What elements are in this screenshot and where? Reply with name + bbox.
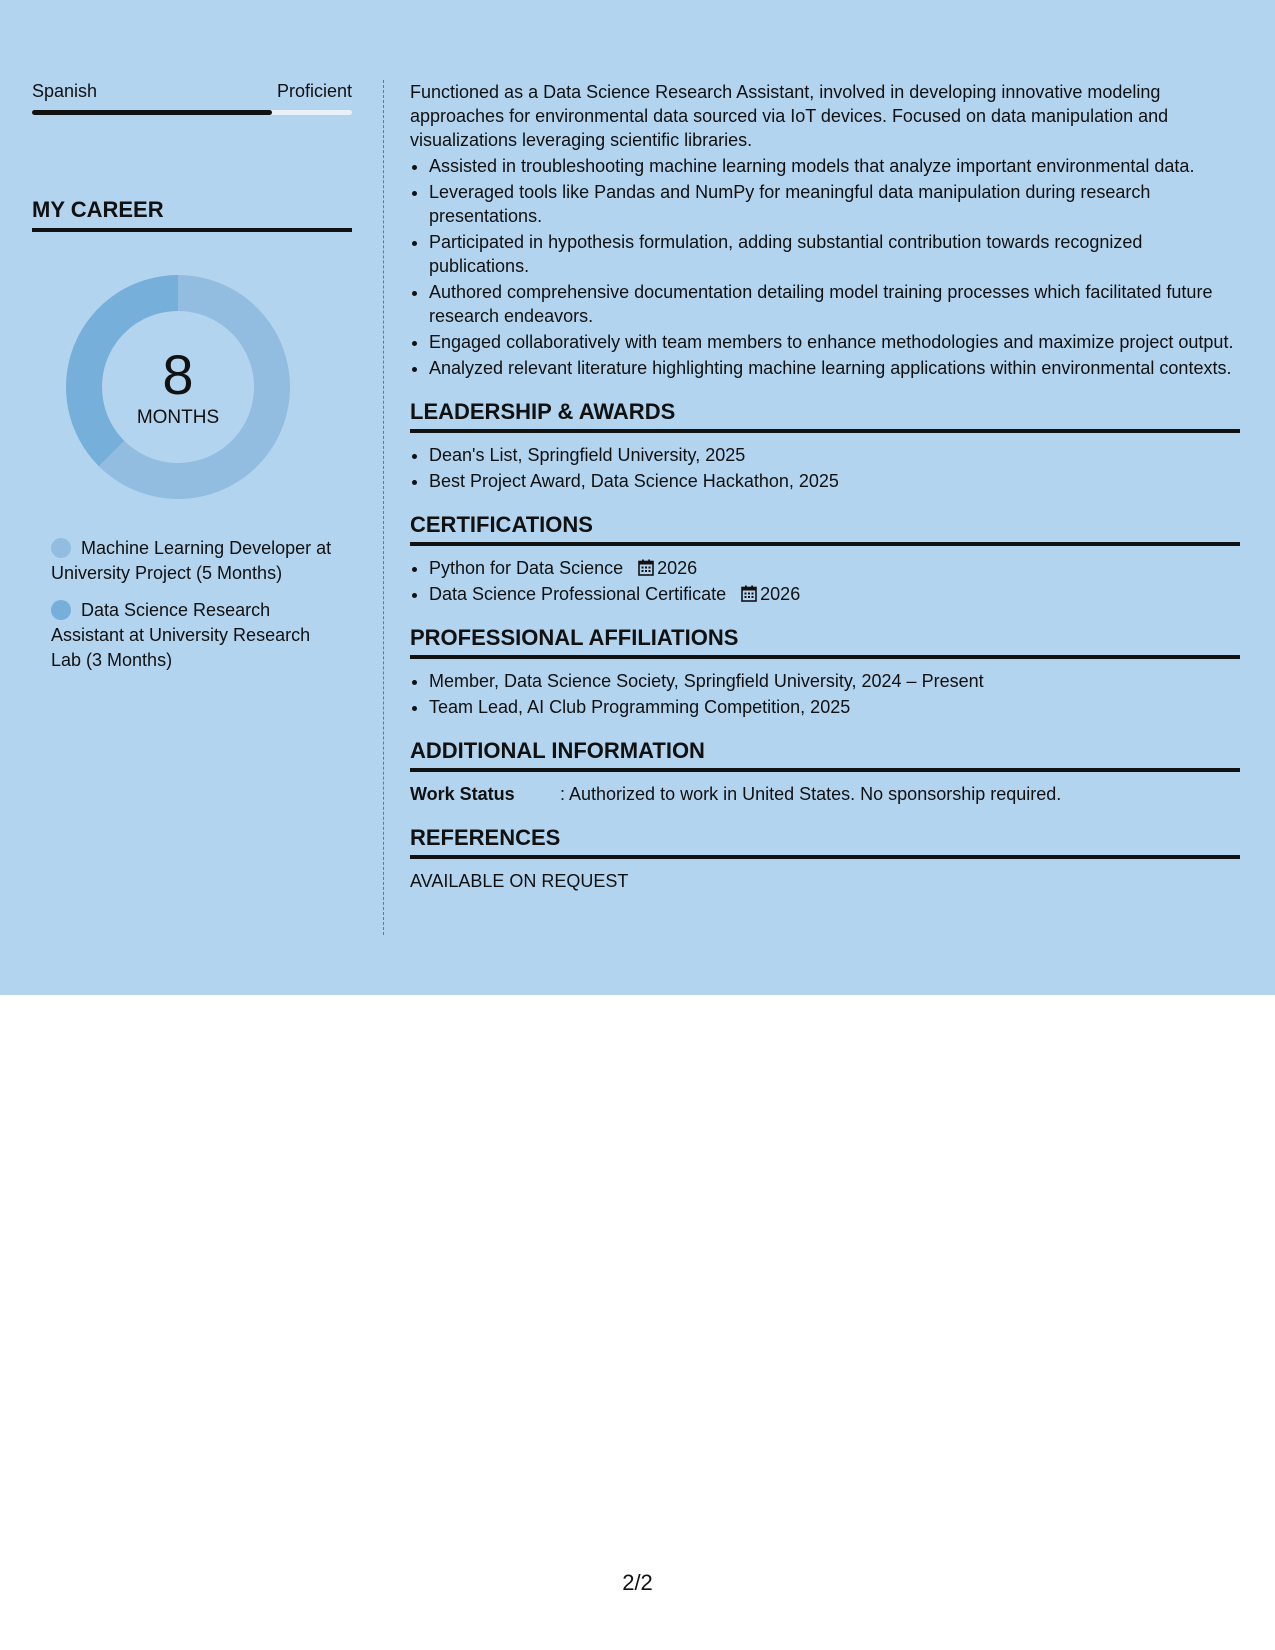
affiliation-item: • Member, Data Science Society, Springfield University, 2024 – Present xyxy=(429,669,1240,693)
career-legend-item xyxy=(51,598,341,673)
certification-year: 2026 xyxy=(657,558,698,578)
legend-dot xyxy=(51,538,71,558)
work-status-label: Work Status xyxy=(410,784,515,804)
experience-intro: Functioned as a Data Science Research Assistant, involved in developing innovative modeling approaches for environmental data sourced via IoT devices. Focused on data manipulation and visualizations leveraging scientific libraries. xyxy=(410,82,1169,150)
career-total-unit: MONTHS xyxy=(136,407,220,428)
affiliation-item: • Team Lead, AI Club Programming Competition, 2025 xyxy=(429,695,1240,719)
experience-bullet: • Participated in hypothesis formulation, adding substantial contribution towards recognized publications. xyxy=(429,230,1240,278)
certification-year: 2026 xyxy=(760,584,801,604)
language-proficiency-fill xyxy=(32,110,272,115)
certification-item xyxy=(429,556,1240,580)
right-column xyxy=(410,80,1240,893)
references-heading: REFERENCES xyxy=(410,824,1240,859)
column-divider xyxy=(383,80,384,935)
legend-dot xyxy=(51,600,71,620)
work-status-value: : Authorized to work in United States. No sponsorship required. xyxy=(560,784,1062,804)
language-name: Spanish xyxy=(32,81,98,101)
leadership-list xyxy=(410,443,1240,493)
experience-bullet: • Engaged collaboratively with team members to enhance methodologies and maximize project output. xyxy=(429,330,1240,354)
experience-bullet: • Leveraged tools like Pandas and NumPy for meaningful data manipulation during research presentations. xyxy=(429,180,1240,228)
certification-name: Data Science Professional Certificate xyxy=(429,584,727,604)
work-status-row xyxy=(410,782,1240,806)
career-donut-chart xyxy=(66,275,290,499)
additional-heading: ADDITIONAL INFORMATION xyxy=(410,737,1240,772)
career-heading: MY CAREER xyxy=(32,196,352,232)
career-legend-label: Machine Learning Developer at University Project (5 Months) xyxy=(51,538,332,583)
certification-name: Python for Data Science xyxy=(429,558,624,578)
experience-bullets xyxy=(410,154,1240,380)
affiliations-list xyxy=(410,669,1240,719)
calendar-icon xyxy=(638,559,654,576)
affiliations-heading: PROFESSIONAL AFFILIATIONS xyxy=(410,624,1240,659)
language-row xyxy=(32,80,352,102)
certification-item xyxy=(429,582,1240,606)
leadership-heading: LEADERSHIP & AWARDS xyxy=(410,398,1240,433)
leadership-item: • Best Project Award, Data Science Hackathon, 2025 xyxy=(429,469,1240,493)
career-legend xyxy=(51,536,341,685)
references-text: AVAILABLE ON REQUEST xyxy=(410,871,629,891)
language-level: Proficient xyxy=(276,81,352,101)
career-legend-item xyxy=(51,536,341,586)
calendar-icon xyxy=(741,585,757,602)
leadership-item: • Dean's List, Springfield University, 2025 xyxy=(429,443,1240,467)
career-total-value: 8 xyxy=(162,343,194,406)
certifications-heading: CERTIFICATIONS xyxy=(410,511,1240,546)
page-number: 2/2 xyxy=(622,1570,653,1595)
experience-bullet: • Authored comprehensive documentation detailing model training processes which facilitated future research endeavors. xyxy=(429,280,1240,328)
experience-bullet: • Analyzed relevant literature highlighting machine learning applications within environmental contexts. xyxy=(429,356,1240,380)
career-legend-label: Data Science Research Assistant at University Research Lab (3 Months) xyxy=(51,600,311,670)
experience-bullet: • Assisted in troubleshooting machine learning models that analyze important environmental data. xyxy=(429,154,1240,178)
certifications-list xyxy=(410,556,1240,606)
language-proficiency-bar xyxy=(32,110,352,115)
left-column xyxy=(32,80,352,670)
